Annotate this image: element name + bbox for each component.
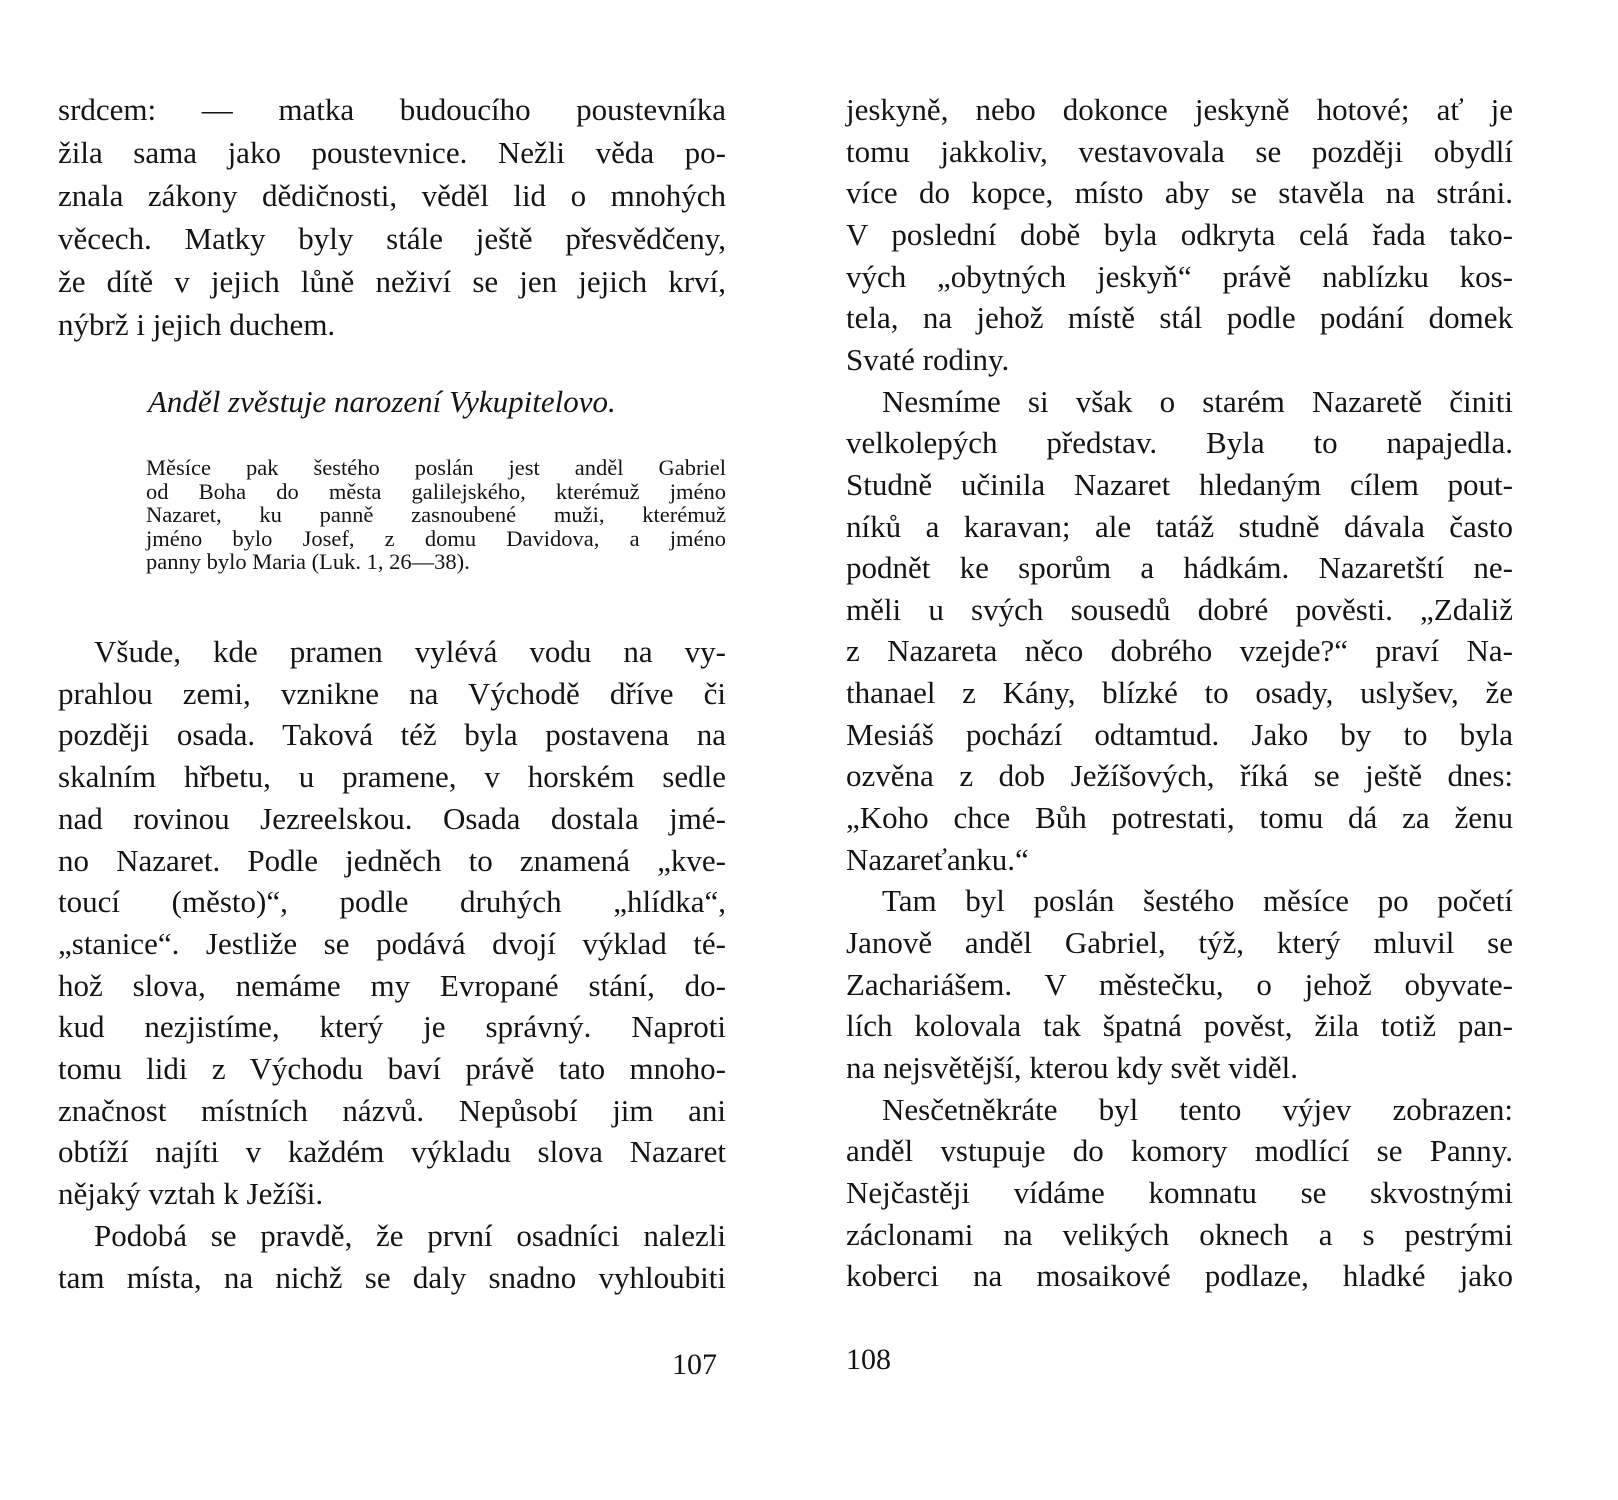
right-paragraph-line: koberci na mosaikové podlaze, hladké jako (846, 1258, 1513, 1294)
right-paragraph-line: na nejsvětější, kterou kdy svět viděl. (846, 1049, 1298, 1085)
section-heading: Anděl zvěstuje narození Vykupitelovo. (148, 384, 616, 419)
right-paragraph-line: vých „obytných jeskyň“ právě nablízku kos- (846, 258, 1513, 294)
left-paragraph-line: znala zákony dědičnosti, věděl lid o mnohých (58, 178, 726, 213)
quote-line: od Boha do města galilejského, kterémuž jméno (146, 478, 726, 504)
quote-line: jméno bylo Josef, z domu Davidova, a jméno (146, 525, 726, 551)
right-paragraph-line: Zachariášem. V městečku, o jehož obyvate- (846, 966, 1513, 1002)
left-paragraph-line: věcech. Matky byly stále ještě přesvědčeny, (58, 221, 726, 256)
left-paragraph-line: tam místa, na nichž se daly snadno vyhloubiti (58, 1259, 726, 1295)
left-paragraph-line: žila sama jako poustevnice. Nežli věda po- (58, 135, 726, 170)
right-paragraph-line: V poslední době byla odkryta celá řada tako- (846, 216, 1513, 252)
left-paragraph-line: Podobá se pravdě, že první osadníci nalezli (94, 1217, 726, 1253)
right-paragraph-line: „Koho chce Bůh potrestati, tomu dá za ženu (846, 800, 1513, 836)
right-paragraph-line: záclonami na velikých oknech a s pestrými (846, 1216, 1513, 1252)
right-paragraph-line: z Nazareta něco dobrého vzejde?“ praví Na- (846, 633, 1513, 669)
left-paragraph-line: prahlou zemi, vznikne na Východě dříve či (58, 675, 726, 711)
left-paragraph-line: později osada. Taková též byla postavena na (58, 717, 726, 753)
left-paragraph-line: značnost místních názvů. Nepůsobí jim ani (58, 1092, 726, 1128)
right-paragraph-line: lích kolovala tak špatná pověst, žila totiž pan- (846, 1008, 1513, 1044)
right-paragraph-line: thanael z Kány, blízké to osady, uslyšev, že (846, 675, 1513, 711)
left-paragraph-line: kud nezjistíme, který je správný. Naproti (58, 1009, 726, 1045)
left-paragraph-line: toucí (město)“, podle druhých „hlídka“, (58, 884, 726, 920)
left-paragraph-line: no Nazaret. Podle jedněch to znamená „kve- (58, 842, 726, 878)
left-paragraph-line: skalním hřbetu, u pramene, v horském sedle (58, 759, 726, 795)
right-paragraph-line: více do kopce, místo aby se stavěla na stráni. (846, 175, 1513, 211)
right-paragraph-line: Nesčetněkráte byl tento výjev zobrazen: (882, 1091, 1513, 1127)
right-paragraph-line: Nesmíme si však o starém Nazaretě činiti (882, 383, 1513, 419)
quote-line: Nazaret, ku panně zasnoubené muži, kterémuž (146, 502, 726, 527)
right-paragraph-line: velkolepých představ. Byla to napajedla. (846, 425, 1513, 461)
right-paragraph-line: anděl vstupuje do komory modlící se Panny. (846, 1133, 1513, 1169)
right-paragraph-line: měli u svých sousedů dobré pověsti. „Zdaliž (846, 591, 1513, 627)
right-paragraph-line: tela, na jehož místě stál podle podání domek (846, 300, 1513, 336)
right-paragraph-line: podnět ke sporům a hádkám. Nazaretští ne- (846, 550, 1513, 586)
page-number-left: 107 (672, 1348, 717, 1381)
right-paragraph-line: níků a karavan; ale tatáž studně dávala často (846, 508, 1513, 544)
page-number-right: 108 (846, 1343, 891, 1376)
right-paragraph-line: Janově anděl Gabriel, týž, který mluvil se (846, 925, 1513, 960)
right-paragraph-line: Mesiáš pochází odtamtud. Jako by to byla (846, 716, 1513, 752)
quote-line: panny bylo Maria (Luk. 1, 26—38). (146, 549, 470, 574)
left-paragraph-line: nýbrž i jejich duchem. (58, 307, 336, 342)
left-paragraph-line: obtíží najíti v každém výkladu slova Nazaret (58, 1134, 726, 1170)
left-paragraph-line: nad rovinou Jezreelskou. Osada dostala jmé- (58, 800, 726, 836)
quote-line: Měsíce pak šestého poslán jest anděl Gabriel (146, 455, 726, 480)
right-paragraph-line: Studně učinila Nazaret hledaným cílem pout- (846, 466, 1513, 502)
right-paragraph-line: jeskyně, nebo dokonce jeskyně hotové; ať je (846, 92, 1513, 127)
left-paragraph-line: „stanice“. Jestliže se podává dvojí výklad té- (58, 925, 726, 961)
right-paragraph-line: Svaté rodiny. (846, 341, 1010, 377)
right-paragraph-line: ozvěna z dob Ježíšových, říká se ještě dnes: (846, 758, 1513, 794)
left-paragraph-line: srdcem: — matka budoucího poustevníka (58, 92, 726, 127)
left-paragraph-line: tomu lidi z Východu baví právě tato mnoho- (58, 1051, 726, 1086)
right-paragraph-line: Tam byl poslán šestého měsíce po početí (882, 883, 1513, 919)
left-paragraph-line: hož slova, nemáme my Evropané stání, do- (58, 967, 726, 1003)
right-paragraph-line: Nazareťanku.“ (846, 841, 1029, 877)
right-paragraph-line: tomu jakkoliv, vestavovala se později obydlí (846, 133, 1513, 169)
right-paragraph-line: Nejčastěji vídáme komnatu se skvostnými (846, 1174, 1513, 1210)
left-paragraph-line: Všude, kde pramen vylévá vodu na vy- (94, 634, 726, 669)
left-paragraph-line: nějaký vztah k Ježíši. (58, 1176, 324, 1212)
left-paragraph-line: že dítě v jejich lůně neživí se jen jejich krví, (58, 264, 726, 299)
